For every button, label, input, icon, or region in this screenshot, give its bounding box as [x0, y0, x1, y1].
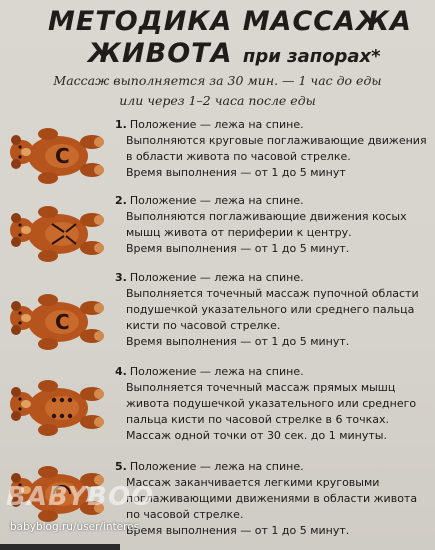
step-line: Положение — лежа на спине.: [129, 271, 304, 284]
step-line: Положение — лежа на спине.: [129, 194, 304, 207]
step-line: мышц живота от периферии к центру.: [126, 226, 352, 239]
step-line: Выполняется точечный массаж прямых мышц: [126, 381, 396, 394]
page-title-line-1: МЕТОДИКА МАССАЖА: [48, 6, 412, 37]
page-title-main: ЖИВОТА: [88, 38, 233, 69]
bear-drawing: [10, 294, 104, 350]
bear-drawing: [10, 128, 104, 184]
step-line: кисти по часовой стрелке.: [126, 319, 281, 332]
step-line: пальца кисти по часовой стрелке в 6 точках.: [126, 413, 390, 426]
step-line: по часовой стрелке.: [126, 508, 244, 521]
step-number: 3.: [115, 271, 127, 284]
step-line: Выполняется точечный массаж пупочной области: [126, 287, 419, 300]
step-line: Время выполнения — от 1 до 5 минут.: [126, 524, 350, 537]
bear-drawing: [10, 206, 104, 262]
bear-illustration-icon: [8, 370, 108, 442]
step-line: Выполняются круговые поглаживающие движения: [126, 134, 427, 147]
bear-drawing: [10, 380, 104, 436]
watermark-url[interactable]: babyblog.ru/user/interes: [10, 521, 140, 533]
step-number: 5.: [115, 460, 127, 473]
step-line: Время выполнения — от 1 до 5 минут.: [126, 335, 350, 348]
bear-illustration-icon: [8, 196, 108, 268]
bear-mark-1: C: [55, 144, 70, 168]
bear-mark-3: C: [55, 310, 70, 334]
step-line: в области живота по часовой стрелке.: [126, 150, 351, 163]
photo-edge-divider: [0, 544, 120, 550]
step-4: [115, 364, 430, 444]
bear-illustration-icon: [8, 284, 108, 356]
step-line: Массаж заканчивается легкими круговыми: [126, 476, 380, 489]
step-1: [115, 117, 430, 181]
step-line: Положение — лежа на спине.: [129, 365, 304, 378]
step-3: [115, 270, 430, 350]
watermark-logo: BABYBOO: [6, 482, 155, 512]
intro-note: [0, 71, 435, 111]
step-line: Выполняются поглаживающие движения косых: [126, 210, 407, 223]
page-title-subtitle: при запорах*: [242, 46, 381, 67]
step-line: подушечкой указательного или среднего пальца: [126, 303, 415, 316]
step-number: 1.: [115, 118, 127, 131]
step-number: 4.: [115, 365, 127, 378]
step-line: Время выполнения — от 1 до 5 минут.: [126, 242, 350, 255]
step-line: живота подушечкой указательного или среднего: [126, 397, 417, 410]
step-5: [115, 459, 430, 539]
intro-line-1: Массаж выполняется за 30 мин. — 1 час до еды: [53, 73, 382, 88]
step-line: поглаживающими движениями в области живота: [126, 492, 418, 505]
step-2: [115, 193, 430, 257]
step-line: Положение — лежа на спине.: [129, 460, 304, 473]
step-line: Положение — лежа на спине.: [129, 118, 304, 131]
step-number: 2.: [115, 194, 127, 207]
step-line: Время выполнения — от 1 до 5 минут: [126, 166, 346, 179]
step-line: Массаж одной точки от 30 сек. до 1 минуты.: [126, 429, 387, 442]
bear-illustration-icon: [8, 118, 108, 190]
intro-line-2: или через 1–2 часа после еды: [119, 93, 316, 108]
page-title-line-2: [88, 38, 381, 69]
